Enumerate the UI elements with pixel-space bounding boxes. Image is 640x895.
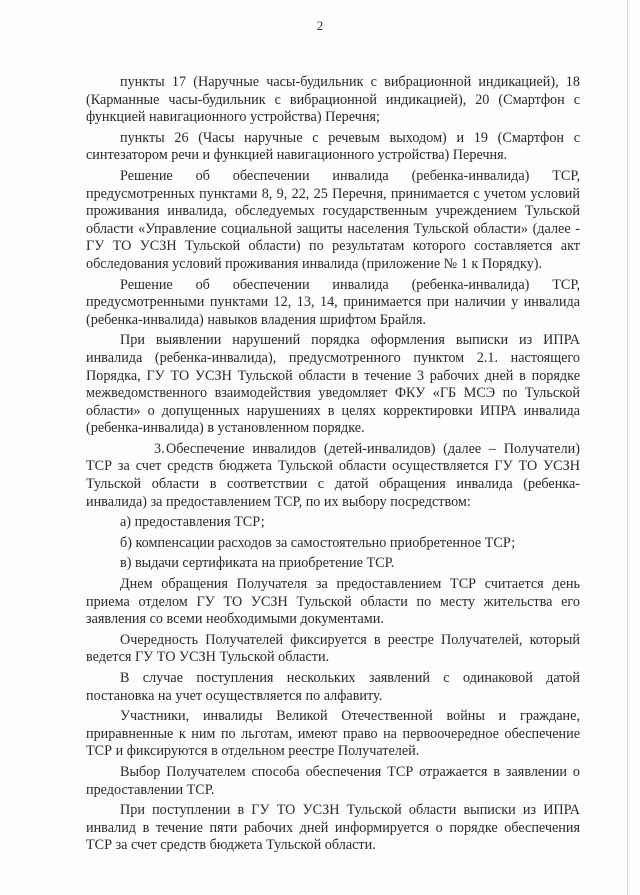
paragraph: Решение об обеспечении инвалида (ребенка-инвалида) ТСР, предусмотренными пунктами 12, 13, 14, принимается при наличии у инвалида (ребенка-инвалида) навыков владения шрифтом Брайля. — [86, 276, 580, 328]
page-edge-line — [627, 0, 628, 895]
section-text: Обеспечение инвалидов (детей-инвалидов) (далее – Получатели) ТСР за счет средств бюджета Тульской области осуществляется ГУ ТО УСЗН Тульской области в соответствии с датой обращения инвалида (ребенка-инвалида) за предоставлением ТСР, по их выбору посредством: — [86, 440, 580, 510]
paragraph: Решение об обеспечении инвалида (ребенка-инвалида) ТСР, предусмотренных пунктами 8, 9, 22, 25 Перечня, принимается с учетом условий проживания инвалида, обследуемых государственным учреждением Тульской области «Управление социальной защиты населения Тульской области» (далее - ГУ ТО УСЗН Тульской области) по результатам которого составляется акт обследования условий проживания инвалида (приложение № 1 к Порядку). — [86, 167, 580, 272]
page-number: 2 — [316, 18, 324, 33]
list-item: в) выдачи сертификата на приобретение ТСР. — [120, 555, 395, 572]
list-item: б) компенсации расходов за самостоятельно приобретенное ТСР; — [120, 534, 516, 551]
paragraph: пункты 26 (Часы наручные с речевым выходом) и 19 (Смартфон с синтезатором речи и функцией навигационного устройства) Перечня. — [86, 129, 580, 164]
section-3-paragraph — [86, 441, 580, 511]
section-number: 3. — [154, 440, 165, 457]
paragraph: Выбор Получателем способа обеспечения ТСР отражается в заявлении о предоставлении ТСР. — [86, 763, 580, 798]
paragraph: При выявлении нарушений порядка оформления выписки из ИПРА инвалида (ребенка-инвалида), предусмотренного пунктом 2.1. настоящего Порядка, ГУ ТО УСЗН Тульской области в течение 3 рабочих дней в порядке межведомственного взаимодействия уведомляет ФКУ «ГБ МСЭ по Тульской области» о допущенных нарушениях в целях корректировки ИПРА инвалида (ребенка-инвалида) в установленном порядке. — [86, 332, 580, 437]
paragraph: В случае поступления нескольких заявлений с одинаковой датой постановка на учет осуществляется по алфавиту. — [86, 670, 580, 704]
paragraph: Очередность Получателей фиксируется в реестре Получателей, который ведется ГУ ТО УСЗН Тульской области. — [86, 631, 580, 666]
paragraph: Днем обращения Получателя за предоставлением ТСР считается день приема отделом ГУ ТО УСЗН Тульской области по месту жительства его заявления со всеми необходимыми документами. — [86, 576, 580, 628]
document-body — [86, 74, 580, 858]
paragraph: Участники, инвалиды Великой Отечественной войны и граждане, приравненные к ним по льготам, имеют право на первоочередное обеспечение ТСР и фиксируются в отдельном реестре Получателей. — [86, 708, 580, 760]
paragraph: пункты 17 (Наручные часы-будильник с вибрационной индикацией), 18 (Карманные часы-будильник с вибрационной индикацией), 20 (Смартфон с функцией навигационного устройства) Перечня; — [86, 74, 580, 126]
paragraph: При поступлении в ГУ ТО УСЗН Тульской области выписки из ИПРА инвалид в течение пяти рабочих дней информируется о порядке обеспечения ТСР за счет средств бюджета Тульской области. — [86, 802, 580, 854]
list-item: а) предоставления ТСР; — [120, 514, 265, 531]
